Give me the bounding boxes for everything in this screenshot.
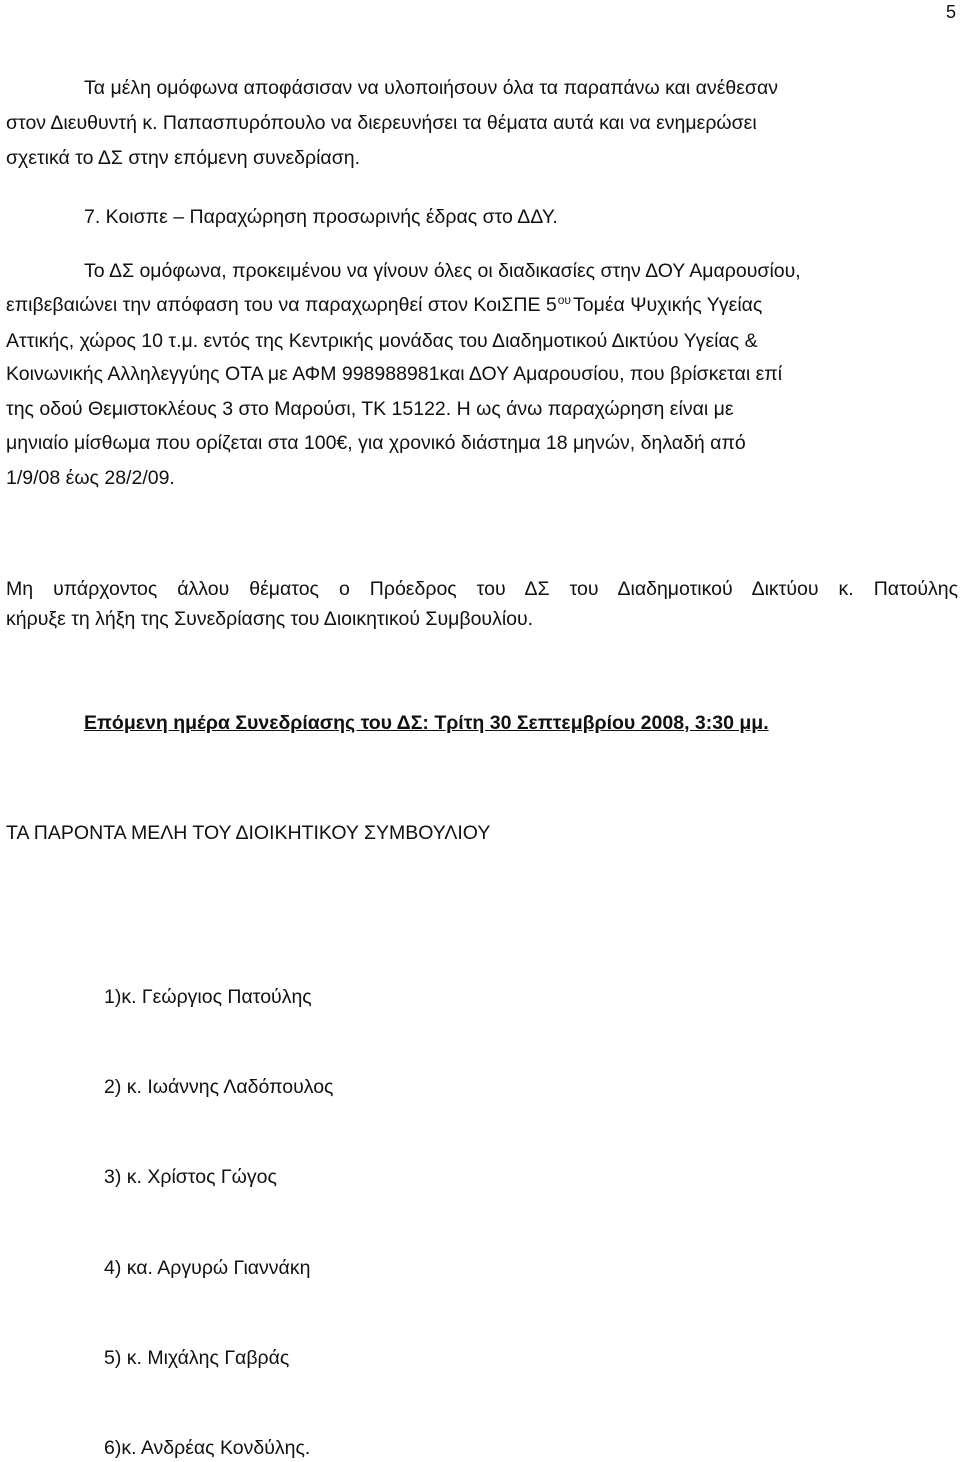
- ordinal-superscript: ου: [557, 293, 571, 307]
- item-7-line-7: 1/9/08 έως 28/2/09.: [6, 467, 175, 489]
- item-7-line-3: Αττικής, χώρος 10 τ.μ. εντός της Κεντρικής μονάδας του Διαδημοτικού Δικτύου Υγείας &: [6, 330, 758, 352]
- item-7-line-6: μηνιαίο μίσθωμα που ορίζεται στα 100€, για χρονικό διάστημα 18 μηνών, δηλαδή από: [6, 432, 746, 454]
- page-number: 5: [945, 2, 956, 22]
- member-item: 4) κα. Αργυρώ Γιαννάκη: [104, 1257, 311, 1279]
- closing-line-2: κήρυξε τη λήξη της Συνεδρίασης του Διοικητικού Συμβουλίου.: [6, 608, 534, 630]
- member-item: 6)κ. Ανδρέας Κονδύλης.: [104, 1437, 311, 1459]
- member-item: 3) κ. Χρίστος Γώγος: [104, 1166, 277, 1188]
- member-item: 1)κ. Γεώργιος Πατούλης: [104, 986, 312, 1008]
- item-7-line-4: Κοινωνικής Αλληλεγγύης ΟΤΑ με ΑΦΜ 998988981και ΔΟΥ Αμαρουσίου, που βρίσκεται επί: [6, 363, 783, 385]
- item-7-line-1: Το ΔΣ ομόφωνα, προκειμένου να γίνουν όλες οι διαδικασίες στην ΔΟΥ Αμαρουσίου,: [84, 260, 801, 282]
- member-item: 5) κ. Μιχάλης Γαβράς: [104, 1347, 290, 1369]
- members-title: ΤΑ ΠΑΡΟΝΤΑ ΜΕΛΗ ΤΟΥ ΔΙΟΙΚΗΤΙΚΟΥ ΣΥΜΒΟΥΛΙΟΥ: [6, 822, 491, 844]
- item-7-line-2-text-end: Τομέα Ψυχικής Υγείας: [572, 294, 763, 316]
- intro-line-1: Τα μέλη ομόφωνα αποφάσισαν να υλοποιήσουν όλα τα παραπάνω και ανέθεσαν: [84, 77, 778, 99]
- intro-line-3: σχετικά το ΔΣ στην επόμενη συνεδρίαση.: [6, 147, 360, 169]
- item-7-line-2: [6, 292, 762, 318]
- item-7-heading: 7. Κοισπε – Παραχώρηση προσωρινής έδρας στο ΔΔΥ.: [84, 206, 558, 228]
- intro-line-2: στον Διευθυντή κ. Παπασπυρόπουλο να διερευνήσει τα θέματα αυτά και να ενημερώσει: [6, 112, 757, 134]
- closing-line-1: Μη υπάρχοντος άλλου θέματος ο Πρόεδρος του ΔΣ του Διαδημοτικού Δικτύου κ. Πατούλης: [6, 578, 958, 600]
- next-meeting-notice: Επόμενη ημέρα Συνεδρίασης του ΔΣ: Τρίτη 30 Σεπτεμβρίου 2008, 3:30 μμ.: [84, 712, 769, 734]
- item-7-line-5: της οδού Θεμιστοκλέους 3 στο Μαρούσι, ΤΚ 15122. Η ως άνω παραχώρηση είναι με: [6, 398, 734, 420]
- item-7-line-2-text: επιβεβαιώνει την απόφαση του να παραχωρηθεί στον ΚοιΣΠΕ 5: [6, 294, 557, 316]
- member-item: 2) κ. Ιωάννης Λαδόπουλος: [104, 1076, 334, 1098]
